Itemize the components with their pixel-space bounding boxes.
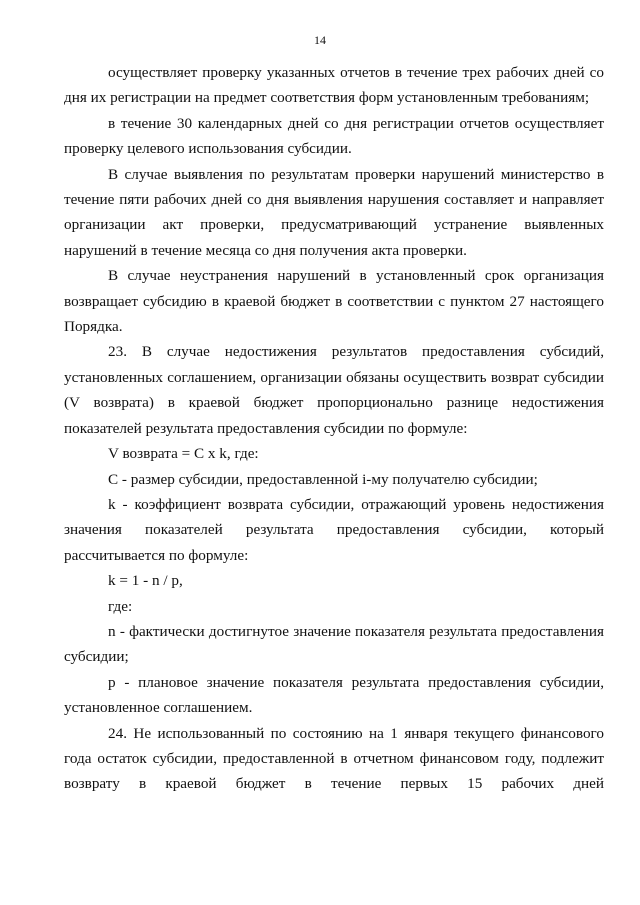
formula-k: k = 1 - n / p, [108,572,183,590]
paragraph-report-check: осуществляет проверку указанных отчетов в течение трех рабочих дней со дня их регистрации на предмет соответствия форм установленным требованиям; [64,64,604,107]
definition-c: C - размер субсидии, предоставленной i-му получателю субсидии; [108,470,538,488]
definition-p: p - плановое значение показателя результата предоставления субсидии, установленное соглашением. [64,673,604,717]
paragraph-item-24: 24. Не использованный по состоянию на 1 января текущего финансового года остаток субсидии, предоставленной в отчетном финансовом году, подлежит возврату в краевой бюджет в течение первых 15 рабочих дней [64,724,604,793]
paragraph-violation-act: В случае выявления по результатам проверки нарушений министерство в течение пяти рабочих дней со дня выявления нарушения составляет и направляет организации акт проверки, предусматривающий устранение выявленных нарушений в течение месяца со дня получения акта проверки. [64,165,604,259]
paragraph-item-23: 23. В случае недостижения результатов предоставления субсидий, установленных соглашением, организации обязаны осуществить возврат субсидии (V возврата) в краевой бюджет пропорционально разнице недостижения показателей результата предоставления субсидии по формуле: [64,343,604,437]
paragraph-target-use-check: в течение 30 календарных дней со дня регистрации отчетов осуществляет проверку целевого использования субсидии. [64,114,604,158]
definition-n: n - фактически достигнутое значение показателя результата предоставления субсидии; [64,622,604,666]
document-body [64,60,604,797]
paragraph-non-elimination: В случае неустранения нарушений в установленный срок организация возвращает субсидию в краевой бюджет в соответствии с пунктом 27 настоящего Порядка. [64,267,604,336]
definition-k: k - коэффициент возврата субсидии, отражающий уровень недостижения значения показателей результата предоставления субсидии, который рассчитывается по формуле: [64,495,604,564]
formula-v-return: V возврата = C x k, где: [108,445,259,463]
page-number: 14 [314,33,326,47]
formula-where: где: [108,597,133,615]
